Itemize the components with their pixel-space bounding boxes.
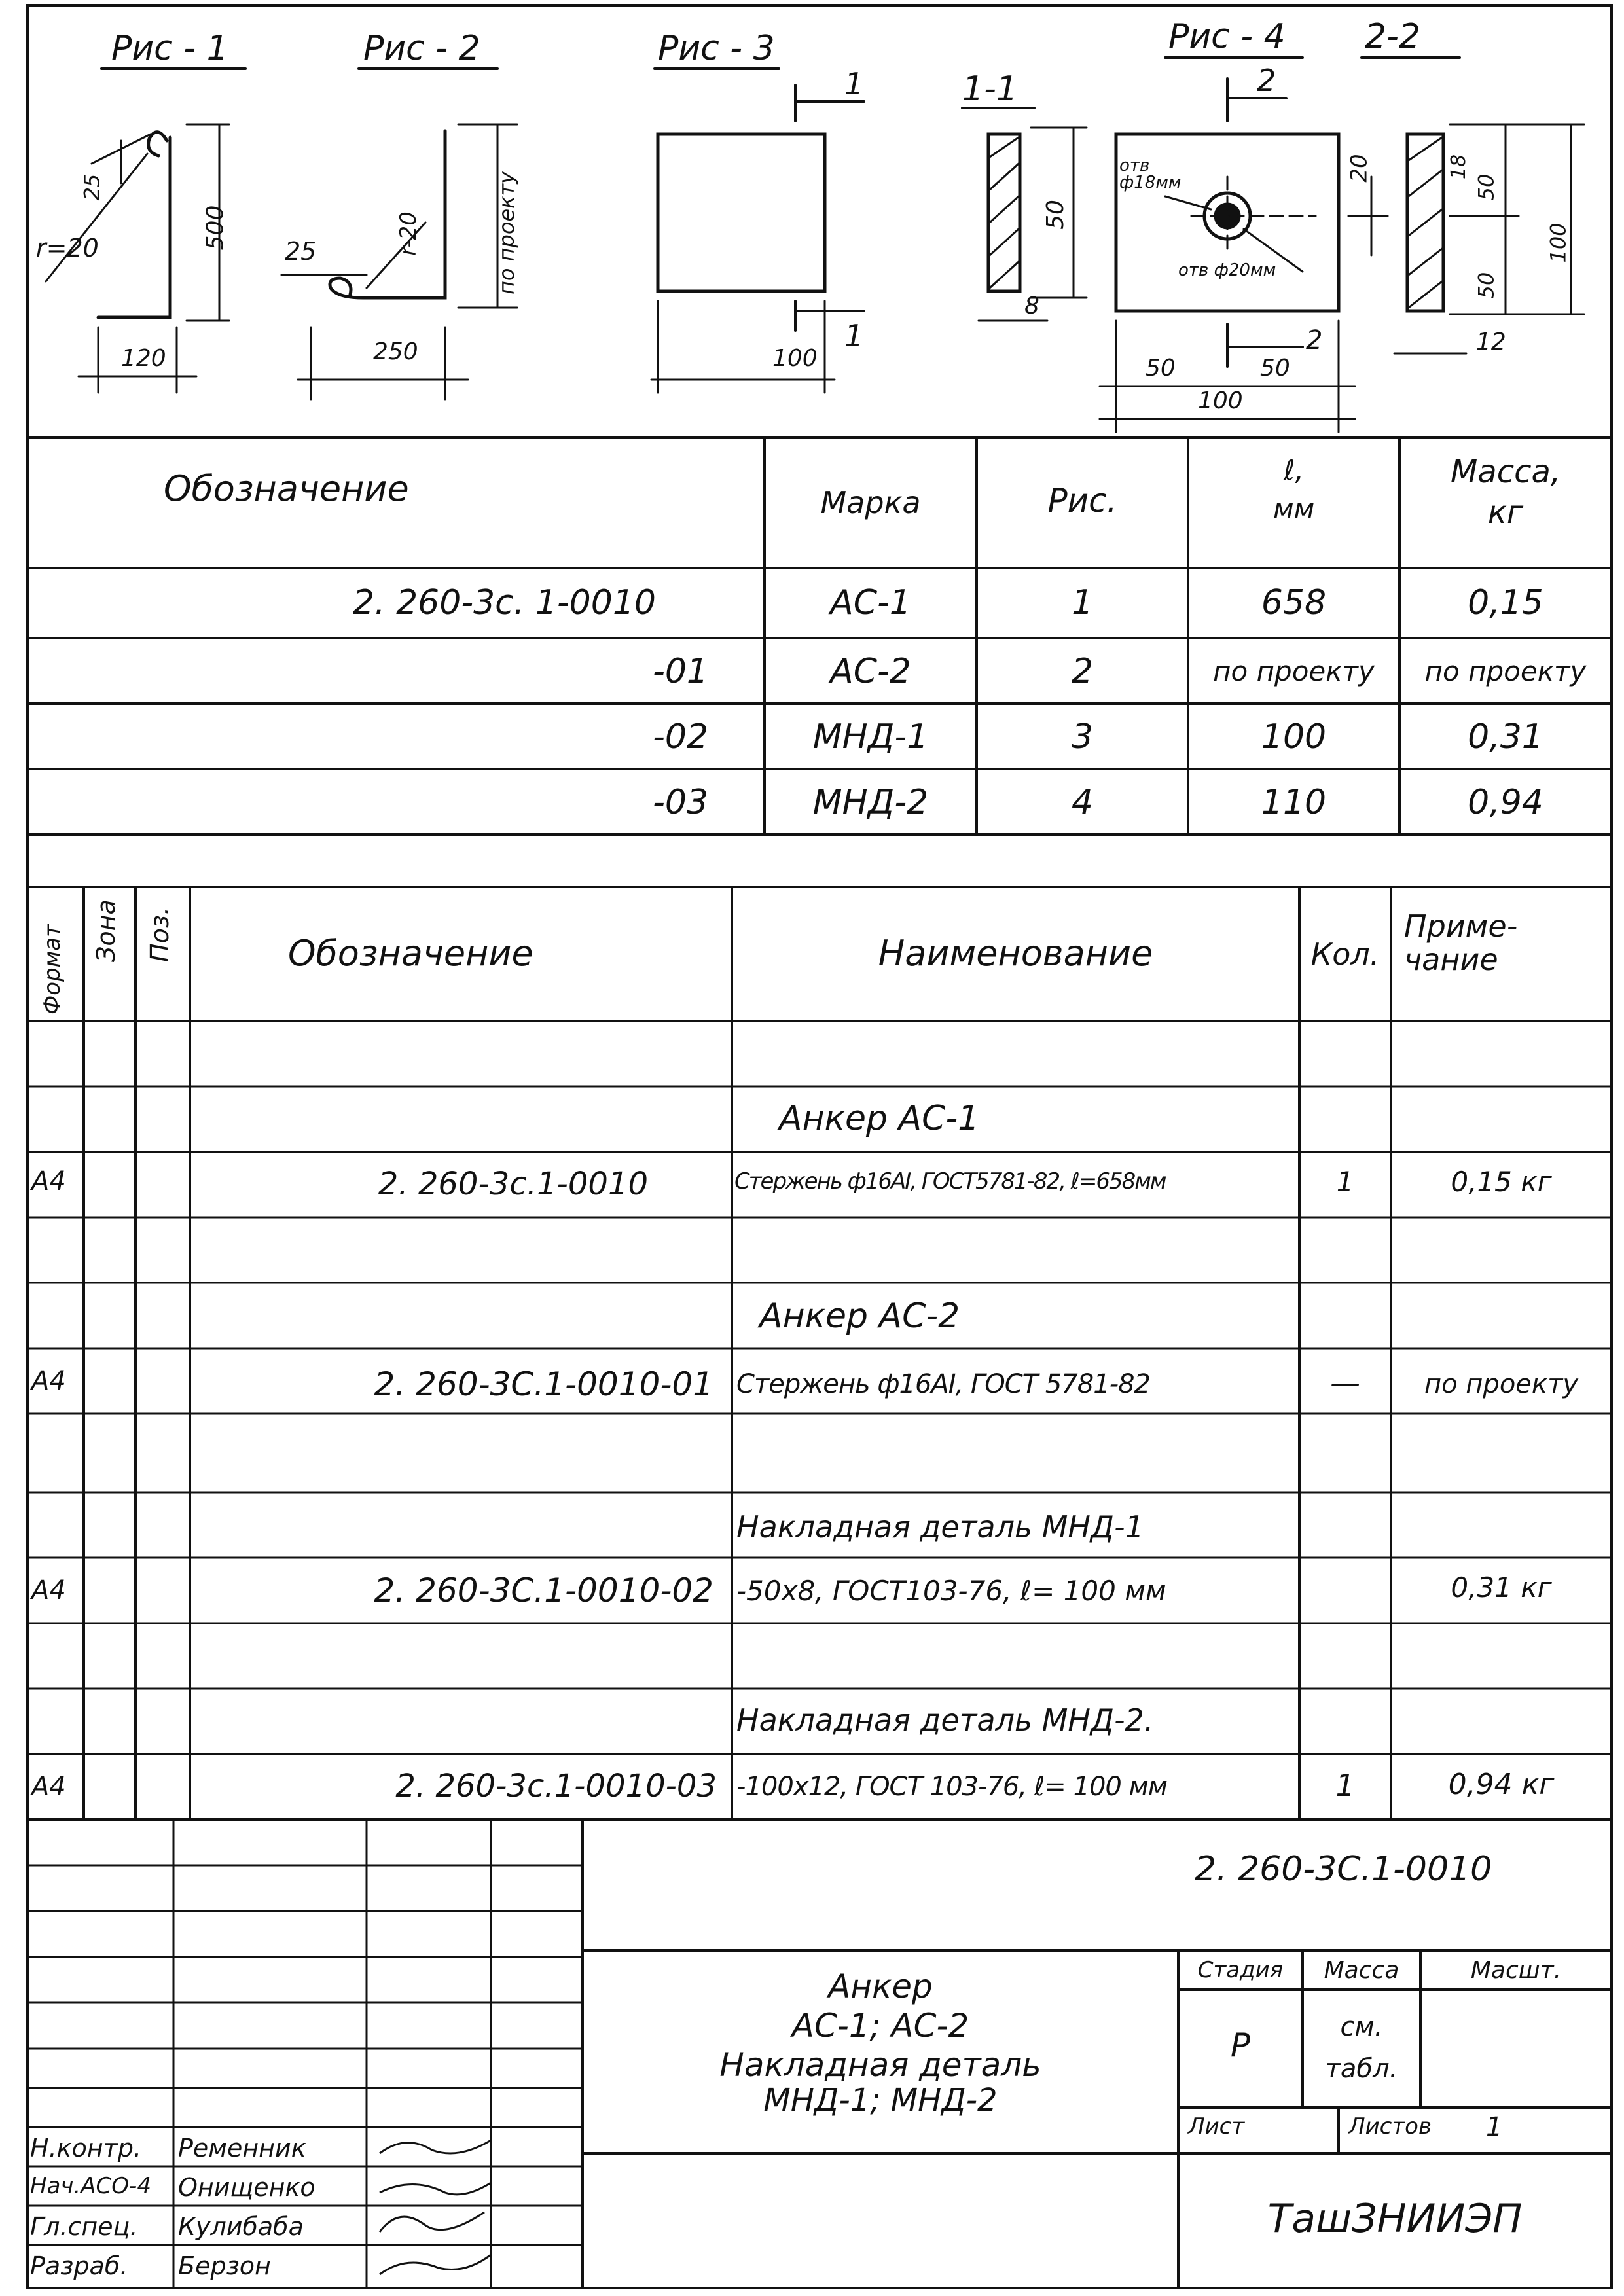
grades-row-1-mark: АС-1 bbox=[830, 583, 911, 622]
spec-header-note: Приме- чание bbox=[1404, 908, 1518, 977]
spec-row-2-format: А4 bbox=[31, 1166, 66, 1196]
signer-name-1: Ременник bbox=[178, 2134, 306, 2162]
fig1-dim-120: 120 bbox=[121, 345, 166, 372]
grades-row-1-fig: 1 bbox=[1071, 583, 1094, 622]
title-doc-code: 2. 260-3С.1-0010 bbox=[1195, 1850, 1492, 1889]
signer-role-1: Н.контр. bbox=[30, 2134, 142, 2162]
signer-role-3: Гл.спец. bbox=[30, 2212, 138, 2241]
spec-row-8-designation: 2. 260-3с.1-0010-03 bbox=[395, 1768, 717, 1804]
grades-row-4-code: -03 bbox=[653, 783, 708, 822]
grades-row-3-fig: 3 bbox=[1071, 717, 1094, 757]
spec-row-2-name: Стержень ф16АI, ГОСТ5781-82, ℓ=658мм bbox=[734, 1168, 1166, 1194]
fig2-dim-radius: r-20 bbox=[395, 211, 422, 256]
spec-header-zone: Зона bbox=[92, 899, 120, 962]
stage-value: Р bbox=[1230, 2026, 1251, 2064]
spec-row-2-qty: 1 bbox=[1336, 1166, 1354, 1198]
scale-label: Масшт. bbox=[1470, 1957, 1562, 1984]
grades-row-4-mass: 0,94 bbox=[1468, 783, 1543, 822]
mass-label: Масса bbox=[1324, 1957, 1399, 1984]
spec-header-name: Наименование bbox=[878, 933, 1153, 974]
spec-header-format: Формат bbox=[39, 924, 65, 1014]
fig4-hole-18-label: отв ф18мм bbox=[1119, 156, 1182, 192]
spec-header-designation: Обозначение bbox=[288, 933, 533, 974]
grades-row-2-mark: АС-2 bbox=[830, 652, 911, 691]
title-line-4: МНД-1; МНД-2 bbox=[763, 2082, 998, 2119]
fig3-section-mark-bottom: 1 bbox=[844, 318, 864, 353]
section-1-1-dim-8: 8 bbox=[1024, 293, 1039, 319]
sheets-label: Листов bbox=[1348, 2113, 1432, 2140]
fig4-hole-20-label: отв ф20мм bbox=[1178, 260, 1276, 280]
fig4-dim-50-right: 50 bbox=[1260, 355, 1290, 382]
fig3-dim-100: 100 bbox=[772, 345, 818, 372]
spec-row-8-name: -100х12, ГОСТ 103-76, ℓ= 100 мм bbox=[736, 1772, 1167, 1802]
section-1-1-dim-50: 50 bbox=[1041, 200, 1069, 230]
grades-row-2-mass: по проекту bbox=[1424, 655, 1587, 687]
spec-row-8-format: А4 bbox=[31, 1772, 66, 1802]
fig4-dim-20: 20 bbox=[1346, 154, 1373, 183]
organization-name: ТашЗНИИЭП bbox=[1267, 2196, 1523, 2242]
grades-row-4-length: 110 bbox=[1261, 783, 1327, 822]
grades-row-2-fig: 2 bbox=[1071, 652, 1094, 691]
title-line-3: Накладная деталь bbox=[719, 2046, 1041, 2084]
grades-row-3-code: -02 bbox=[653, 717, 708, 757]
grades-row-2-length: по проекту bbox=[1213, 655, 1375, 687]
fig2-title: Рис - 2 bbox=[363, 29, 480, 68]
signer-name-3: Кулибаба bbox=[178, 2212, 304, 2241]
signer-role-2: Нач.АСО-4 bbox=[30, 2173, 151, 2199]
spec-row-5-name: Накладная деталь МНД-1 bbox=[736, 1509, 1144, 1545]
signer-name-2: Онищенко bbox=[178, 2173, 316, 2202]
fig2-dim-25: 25 bbox=[285, 237, 317, 266]
spec-row-1-name: Анкер АС-1 bbox=[779, 1099, 980, 1138]
fig3-title: Рис - 3 bbox=[658, 29, 775, 68]
spec-row-4-format: А4 bbox=[31, 1366, 66, 1396]
spec-header-pos: Поз. bbox=[145, 906, 174, 962]
spec-row-2-note: 0,15 кг bbox=[1451, 1166, 1552, 1198]
fig2-dim-250: 250 bbox=[373, 338, 418, 365]
spec-row-6-note: 0,31 кг bbox=[1451, 1571, 1552, 1604]
grades-header-fig: Рис. bbox=[1047, 482, 1117, 520]
signer-role-4: Разраб. bbox=[30, 2251, 128, 2280]
grades-row-2-code: -01 bbox=[653, 652, 708, 691]
section-2-2-dim-100: 100 bbox=[1545, 223, 1571, 263]
spec-row-8-qty: 1 bbox=[1335, 1768, 1355, 1803]
fig3-section-mark-top: 1 bbox=[844, 66, 864, 101]
signer-name-4: Берзон bbox=[178, 2251, 271, 2280]
spec-row-4-name: Стержень ф16АI, ГОСТ 5781-82 bbox=[736, 1369, 1150, 1399]
fig4-section-mark-bottom: 2 bbox=[1306, 325, 1323, 355]
grades-header-length: ℓ, мм bbox=[1272, 454, 1315, 525]
section-1-1-title: 1-1 bbox=[962, 69, 1018, 109]
stage-label: Стадия bbox=[1197, 1957, 1284, 1983]
grades-row-4-fig: 4 bbox=[1071, 783, 1094, 822]
section-2-2-dim-50-top: 50 bbox=[1473, 173, 1499, 201]
spec-row-4-designation: 2. 260-3С.1-0010-01 bbox=[374, 1365, 713, 1403]
spec-row-6-name: -50х8, ГОСТ103-76, ℓ= 100 мм bbox=[736, 1575, 1166, 1607]
grades-row-3-mass: 0,31 bbox=[1468, 717, 1543, 757]
fig1-dim-25: 25 bbox=[79, 173, 105, 201]
grades-row-4-mark: МНД-2 bbox=[812, 783, 929, 822]
sheets-value: 1 bbox=[1486, 2112, 1503, 2142]
fig4-title: Рис - 4 bbox=[1168, 17, 1286, 56]
fig1-dim-500: 500 bbox=[202, 205, 229, 251]
spec-row-3-name: Анкер АС-2 bbox=[759, 1297, 960, 1336]
section-2-2-dim-12: 12 bbox=[1476, 329, 1506, 355]
fig2-dim-by-project: по проекту bbox=[494, 171, 520, 295]
spec-header-qty: Кол. bbox=[1310, 937, 1380, 972]
grades-header-designation: Обозначение bbox=[164, 468, 409, 509]
spec-row-7-name: Накладная деталь МНД-2. bbox=[736, 1702, 1154, 1738]
spec-row-6-format: А4 bbox=[31, 1575, 66, 1605]
fig1-title: Рис - 1 bbox=[111, 29, 228, 68]
section-2-2-title: 2-2 bbox=[1365, 17, 1420, 56]
fig4-dim-100: 100 bbox=[1198, 387, 1243, 414]
sheet-label: Лист bbox=[1188, 2113, 1245, 2140]
fig4-dim-50-left: 50 bbox=[1146, 355, 1176, 382]
grades-row-1-mass: 0,15 bbox=[1468, 583, 1543, 622]
grades-row-3-mark: МНД-1 bbox=[812, 717, 929, 757]
spec-row-4-note: по проекту bbox=[1424, 1369, 1579, 1399]
mass-value: см. табл. bbox=[1325, 2012, 1398, 2084]
spec-row-4-qty: — bbox=[1330, 1365, 1360, 1401]
spec-row-6-designation: 2. 260-3С.1-0010-02 bbox=[374, 1571, 713, 1609]
grades-row-1-code: 2. 260-3с. 1-0010 bbox=[352, 583, 656, 622]
section-2-2-dim-50-bottom: 50 bbox=[1473, 272, 1499, 299]
grades-header-mass: Масса, кг bbox=[1450, 454, 1561, 531]
title-line-1: Анкер bbox=[828, 1967, 933, 2005]
spec-row-2-designation: 2. 260-3с.1-0010 bbox=[378, 1166, 648, 1202]
fig4-section-mark-top: 2 bbox=[1257, 63, 1276, 98]
fig1-dim-radius: r=20 bbox=[36, 234, 99, 262]
grades-row-3-length: 100 bbox=[1261, 717, 1327, 757]
spec-row-8-note: 0,94 кг bbox=[1448, 1768, 1555, 1801]
section-2-2-dim-18: 18 bbox=[1447, 154, 1471, 180]
grades-row-1-length: 658 bbox=[1261, 583, 1327, 622]
title-line-2: АС-1; АС-2 bbox=[791, 2007, 969, 2045]
grades-header-mark: Марка bbox=[820, 485, 921, 520]
